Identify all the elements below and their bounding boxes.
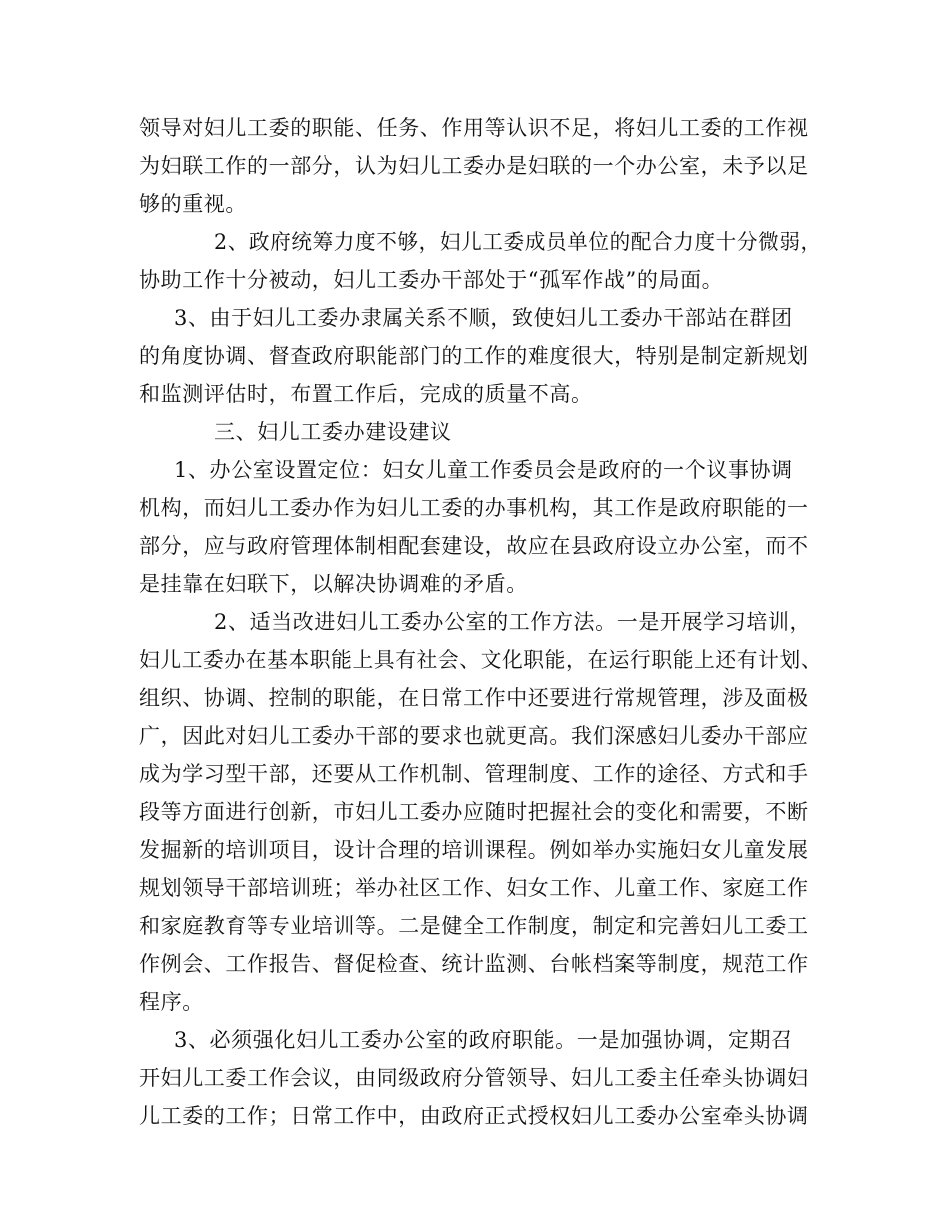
paragraph-line: 成为学习型干部，还要从工作机制、管理制度、工作的途径、方式和手	[139, 762, 809, 786]
paragraph-line: 发掘新的培训项目，设计合理的培训课程。例如举办实施妇女儿童发展	[139, 838, 809, 862]
paragraph-line: 协助工作十分被动，妇儿工委办干部处于“孤军作战”的局面。	[139, 268, 724, 292]
paragraph-line: 为妇联工作的一部分，认为妇儿工委办是妇联的一个办公室，未予以足	[139, 154, 809, 178]
paragraph-line: 的角度协调、督查政府职能部门的工作的难度很大，特别是制定新规划	[139, 344, 809, 368]
paragraph-line: 是挂靠在妇联下，以解决协调难的矛盾。	[139, 572, 528, 596]
paragraph-line: 3、由于妇儿工委办隶属关系不顺，致使妇儿工委办干部站在群团	[174, 306, 793, 330]
paragraph-line: 儿工委的工作；日常工作中，由政府正式授权妇儿工委办公室牵头协调	[139, 1104, 809, 1128]
paragraph-line: 2、政府统筹力度不够，妇儿工委成员单位的配合力度十分微弱，	[214, 230, 822, 254]
paragraph-line: 1、办公室设置定位：妇女儿童工作委员会是政府的一个议事协调	[174, 458, 793, 482]
paragraph-line: 开妇儿工委工作会议，由同级政府分管领导、妇儿工委主任牵头协调妇	[139, 1066, 809, 1090]
section-heading: 三、妇儿工委办建设建议	[214, 420, 452, 444]
paragraph-line: 作例会、工作报告、督促检查、统计监测、台帐档案等制度，规范工作	[139, 952, 809, 976]
paragraph-line: 和监测评估时，布置工作后，完成的质量不高。	[139, 382, 593, 406]
paragraph-line: 领导对妇儿工委的职能、任务、作用等认识不足，将妇儿工委的工作视	[139, 116, 809, 140]
paragraph-line: 程序。	[139, 990, 204, 1014]
paragraph-line: 规划领导干部培训班；举办社区工作、妇女工作、儿童工作、家庭工作	[139, 876, 809, 900]
paragraph-line: 段等方面进行创新，市妇儿工委办应随时把握社会的变化和需要，不断	[139, 800, 809, 824]
paragraph-line: 部分，应与政府管理体制相配套建设，故应在县政府设立办公室，而不	[139, 534, 809, 558]
paragraph-line: 3、必须强化妇儿工委办公室的政府职能。一是加强协调，定期召	[174, 1028, 793, 1052]
paragraph-line: 够的重视。	[139, 192, 247, 216]
paragraph-line: 和家庭教育等专业培训等。二是健全工作制度，制定和完善妇儿工委工	[139, 914, 809, 938]
paragraph-line: 妇儿工委办在基本职能上具有社会、文化职能，在运行职能上还有计划、	[139, 648, 823, 672]
paragraph-line: 广，因此对妇儿工委办干部的要求也就更高。我们深感妇儿委办干部应	[139, 724, 809, 748]
paragraph-line: 2、适当改进妇儿工委办公室的工作方法。一是开展学习培训，	[214, 610, 812, 634]
paragraph-line: 机构，而妇儿工委办作为妇儿工委的办事机构，其工作是政府职能的一	[139, 496, 809, 520]
paragraph-line: 组织、协调、控制的职能，在日常工作中还要进行常规管理，涉及面极	[139, 686, 809, 710]
